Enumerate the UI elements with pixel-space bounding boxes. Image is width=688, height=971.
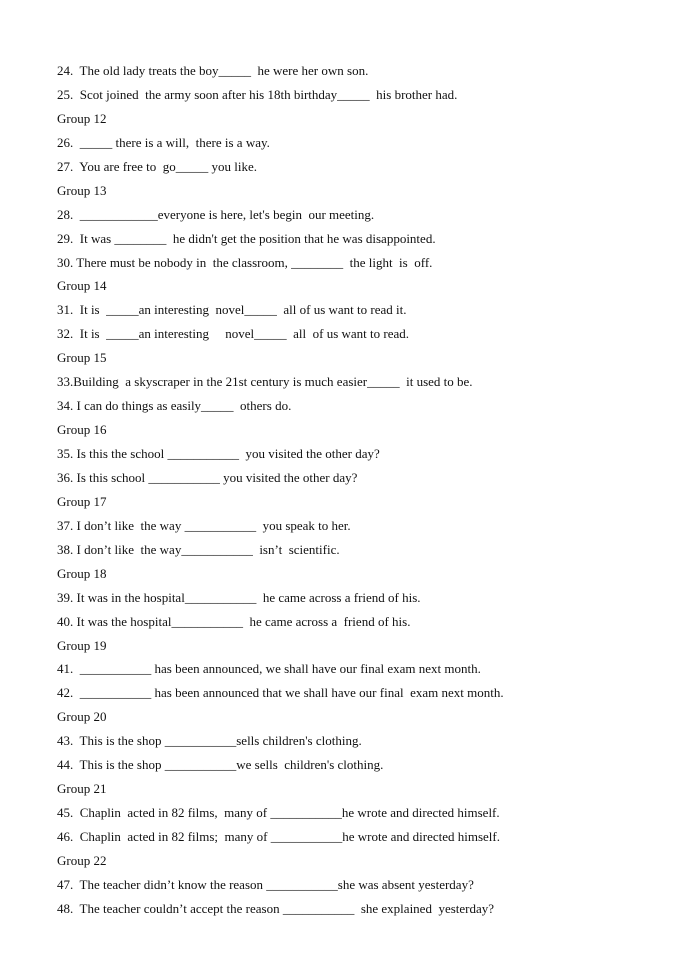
group-17-heading: Group 17 bbox=[57, 493, 107, 509]
question-29: 29. It was ________ he didn't get the position that he was disappointed. bbox=[57, 230, 436, 246]
question-24: 24. The old lady treats the boy_____ he were her own son. bbox=[57, 63, 369, 78]
group-18-heading: Group 18 bbox=[57, 565, 107, 581]
group-20-heading: Group 20 bbox=[57, 709, 107, 725]
question-45: 45. Chaplin acted in 82 films, many of ___________he wrote and directed himself. bbox=[57, 805, 500, 821]
group-19-heading: Group 19 bbox=[57, 637, 107, 653]
question-26: 26. _____ there is a will, there is a way. bbox=[57, 134, 270, 150]
question-34: 34. I can do things as easily_____ others do. bbox=[57, 398, 292, 414]
group-14-heading: Group 14 bbox=[57, 278, 107, 294]
question-47: 47. The teacher didn’t know the reason ___________she was absent yesterday? bbox=[57, 876, 474, 892]
question-31: 31. It is _____an interesting novel_____ all of us want to read it. bbox=[57, 302, 407, 318]
question-37: 37. I don’t like the way ___________ you speak to her. bbox=[57, 517, 351, 533]
question-33: 33.Building a skyscraper in the 21st century is much easier_____ it used to be. bbox=[57, 374, 473, 390]
group-22-heading: Group 22 bbox=[57, 852, 107, 868]
question-35: 35. Is this the school ___________ you visited the other day? bbox=[57, 446, 380, 461]
question-48: 48. The teacher couldn’t accept the reason ___________ she explained yesterday? bbox=[57, 900, 495, 916]
exercise-lines bbox=[57, 59, 657, 921]
question-25: 25. Scot joined the army soon after his 18th birthday_____ his brother had. bbox=[57, 86, 458, 102]
question-46: 46. Chaplin acted in 82 films; many of ___________he wrote and directed himself. bbox=[57, 829, 500, 844]
group-12-heading: Group 12 bbox=[57, 110, 107, 126]
question-43: 43. This is the shop ___________sells children's clothing. bbox=[57, 733, 362, 749]
question-27: 27. You are free to go_____ you like. bbox=[57, 158, 258, 174]
question-28: 28. ____________everyone is here, let's begin our meeting. bbox=[57, 206, 375, 222]
question-40: 40. It was the hospital___________ he came across a friend of his. bbox=[57, 613, 411, 629]
group-21-heading: Group 21 bbox=[57, 781, 107, 797]
question-30: 30. There must be nobody in the classroom, ________ the light is off. bbox=[57, 254, 433, 270]
group-13-heading: Group 13 bbox=[57, 182, 107, 198]
group-15-heading: Group 15 bbox=[57, 350, 107, 366]
group-16-heading: Group 16 bbox=[57, 422, 107, 438]
question-42: 42. ___________ has been announced that we shall have our final exam next month. bbox=[57, 685, 504, 701]
question-32: 32. It is _____an interesting novel_____ all of us want to read. bbox=[57, 326, 410, 342]
question-39: 39. It was in the hospital___________ he came across a friend of his. bbox=[57, 589, 421, 605]
question-41: 41. ___________ has been announced, we shall have our final exam next month. bbox=[57, 661, 481, 677]
question-36: 36. Is this school ___________ you visited the other day? bbox=[57, 469, 358, 485]
question-38: 38. I don’t like the way___________ isn’t scientific. bbox=[57, 541, 340, 557]
question-44: 44. This is the shop ___________we sells children's clothing. bbox=[57, 757, 384, 773]
